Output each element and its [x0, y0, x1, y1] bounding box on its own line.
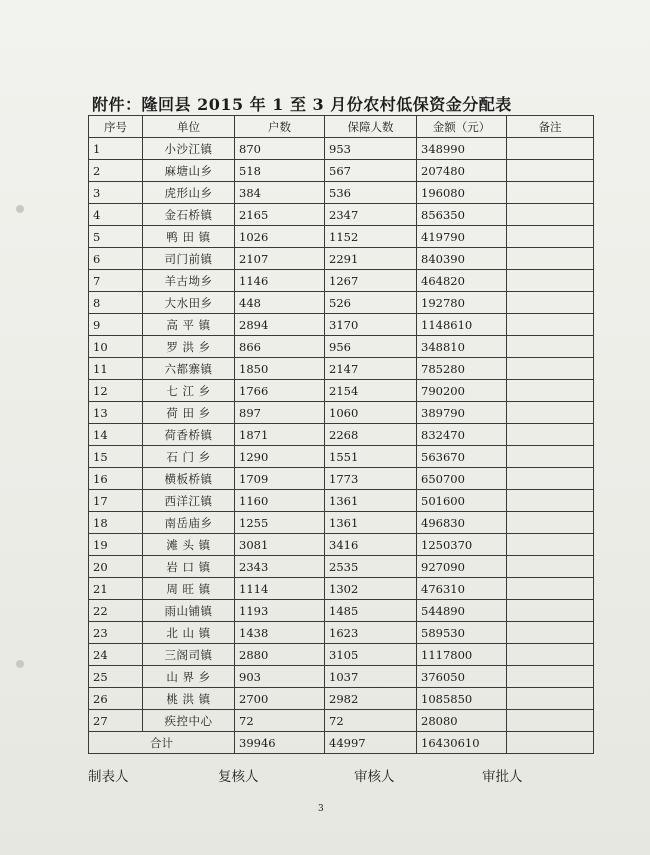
row-no: 26: [89, 688, 143, 710]
table-row: [89, 710, 594, 732]
row-households: 1026: [235, 226, 325, 248]
row-unit: 司门前镇: [143, 248, 235, 270]
row-remark: [507, 446, 594, 468]
row-no: 10: [89, 336, 143, 358]
table-body: [89, 138, 594, 732]
row-amount: 589530: [417, 622, 507, 644]
row-amount: 840390: [417, 248, 507, 270]
row-no: 25: [89, 666, 143, 688]
row-unit: 南岳庙乡: [143, 512, 235, 534]
row-remark: [507, 468, 594, 490]
row-amount: 196080: [417, 182, 507, 204]
row-unit: 桃 洪 镇: [143, 688, 235, 710]
row-amount: 856350: [417, 204, 507, 226]
row-no: 22: [89, 600, 143, 622]
row-amount: 192780: [417, 292, 507, 314]
row-amount: 464820: [417, 270, 507, 292]
row-unit: 小沙江镇: [143, 138, 235, 160]
row-no: 15: [89, 446, 143, 468]
allocation-table: [88, 115, 594, 754]
row-households: 518: [235, 160, 325, 182]
signature-approver: 审批人: [482, 769, 523, 785]
row-households: 1766: [235, 380, 325, 402]
table-row: [89, 248, 594, 270]
row-no: 1: [89, 138, 143, 160]
row-households: 870: [235, 138, 325, 160]
row-persons: 956: [325, 336, 417, 358]
header-amount: 金额（元）: [417, 116, 507, 138]
row-remark: [507, 358, 594, 380]
page-number: 3: [318, 804, 324, 814]
row-households: 1438: [235, 622, 325, 644]
row-persons: 2347: [325, 204, 417, 226]
row-households: 384: [235, 182, 325, 204]
row-no: 24: [89, 644, 143, 666]
row-remark: [507, 556, 594, 578]
table-row: [89, 600, 594, 622]
table-row: [89, 160, 594, 182]
row-persons: 3416: [325, 534, 417, 556]
row-persons: 2154: [325, 380, 417, 402]
row-households: 1290: [235, 446, 325, 468]
row-no: 5: [89, 226, 143, 248]
row-households: 448: [235, 292, 325, 314]
row-persons: 1060: [325, 402, 417, 424]
row-persons: 1485: [325, 600, 417, 622]
table-row: [89, 358, 594, 380]
row-no: 3: [89, 182, 143, 204]
row-remark: [507, 226, 594, 248]
row-households: 1255: [235, 512, 325, 534]
table-row: [89, 226, 594, 248]
table-row: [89, 402, 594, 424]
row-remark: [507, 248, 594, 270]
row-no: 14: [89, 424, 143, 446]
header-persons: 保障人数: [325, 116, 417, 138]
row-persons: 2535: [325, 556, 417, 578]
row-persons: 72: [325, 710, 417, 732]
row-remark: [507, 402, 594, 424]
row-amount: 1250370: [417, 534, 507, 556]
binder-hole-mark: [16, 660, 24, 668]
table-row: [89, 622, 594, 644]
row-unit: 荷香桥镇: [143, 424, 235, 446]
row-unit: 荷 田 乡: [143, 402, 235, 424]
row-amount: 389790: [417, 402, 507, 424]
row-no: 7: [89, 270, 143, 292]
row-unit: 横板桥镇: [143, 468, 235, 490]
table-row: [89, 534, 594, 556]
row-persons: 1267: [325, 270, 417, 292]
table-row: [89, 446, 594, 468]
row-households: 1871: [235, 424, 325, 446]
row-households: 897: [235, 402, 325, 424]
row-persons: 1773: [325, 468, 417, 490]
row-amount: 1117800: [417, 644, 507, 666]
row-unit: 西洋江镇: [143, 490, 235, 512]
table-row: [89, 688, 594, 710]
table-row: [89, 204, 594, 226]
signature-reviewer: 复核人: [218, 769, 259, 785]
row-remark: [507, 160, 594, 182]
row-unit: 罗 洪 乡: [143, 336, 235, 358]
row-unit: 大水田乡: [143, 292, 235, 314]
row-persons: 2147: [325, 358, 417, 380]
row-no: 21: [89, 578, 143, 600]
row-amount: 1085850: [417, 688, 507, 710]
row-remark: [507, 644, 594, 666]
table-row: [89, 578, 594, 600]
row-persons: 536: [325, 182, 417, 204]
row-persons: 1551: [325, 446, 417, 468]
row-amount: 563670: [417, 446, 507, 468]
row-no: 18: [89, 512, 143, 534]
row-remark: [507, 292, 594, 314]
row-persons: 1037: [325, 666, 417, 688]
header-unit: 单位: [143, 116, 235, 138]
row-amount: 544890: [417, 600, 507, 622]
row-no: 16: [89, 468, 143, 490]
row-amount: 496830: [417, 512, 507, 534]
row-unit: 鸭 田 镇: [143, 226, 235, 248]
row-households: 2894: [235, 314, 325, 336]
row-remark: [507, 578, 594, 600]
row-unit: 麻塘山乡: [143, 160, 235, 182]
row-no: 12: [89, 380, 143, 402]
row-amount: 348990: [417, 138, 507, 160]
row-no: 13: [89, 402, 143, 424]
row-no: 20: [89, 556, 143, 578]
row-unit: 石 门 乡: [143, 446, 235, 468]
row-amount: 207480: [417, 160, 507, 182]
row-unit: 虎形山乡: [143, 182, 235, 204]
row-remark: [507, 688, 594, 710]
row-amount: 376050: [417, 666, 507, 688]
row-amount: 476310: [417, 578, 507, 600]
row-remark: [507, 490, 594, 512]
row-households: 72: [235, 710, 325, 732]
table-row: [89, 270, 594, 292]
row-no: 19: [89, 534, 143, 556]
row-no: 27: [89, 710, 143, 732]
row-persons: 526: [325, 292, 417, 314]
row-households: 2107: [235, 248, 325, 270]
row-amount: 832470: [417, 424, 507, 446]
row-remark: [507, 336, 594, 358]
row-remark: [507, 138, 594, 160]
header-households: 户数: [235, 116, 325, 138]
table-row: [89, 336, 594, 358]
table-row: [89, 556, 594, 578]
total-households: 39946: [235, 732, 325, 754]
row-remark: [507, 314, 594, 336]
row-amount: 927090: [417, 556, 507, 578]
row-unit: 三阁司镇: [143, 644, 235, 666]
table-row: [89, 182, 594, 204]
row-persons: 1361: [325, 512, 417, 534]
total-remark: [507, 732, 594, 754]
row-no: 6: [89, 248, 143, 270]
row-persons: 1152: [325, 226, 417, 248]
row-households: 1146: [235, 270, 325, 292]
row-remark: [507, 622, 594, 644]
row-amount: 1148610: [417, 314, 507, 336]
total-row: [89, 732, 594, 754]
row-no: 23: [89, 622, 143, 644]
row-persons: 1361: [325, 490, 417, 512]
row-amount: 348810: [417, 336, 507, 358]
row-remark: [507, 182, 594, 204]
table-row: [89, 138, 594, 160]
total-amount: 16430610: [417, 732, 507, 754]
row-unit: 羊古坳乡: [143, 270, 235, 292]
row-persons: 1302: [325, 578, 417, 600]
row-persons: 2268: [325, 424, 417, 446]
row-unit: 金石桥镇: [143, 204, 235, 226]
document-title: 附件：隆回县 2015 年 1 至 3 月份农村低保资金分配表: [92, 95, 512, 114]
row-amount: 28080: [417, 710, 507, 732]
table-row: [89, 468, 594, 490]
row-no: 11: [89, 358, 143, 380]
row-remark: [507, 666, 594, 688]
table-row: [89, 314, 594, 336]
row-households: 3081: [235, 534, 325, 556]
row-amount: 419790: [417, 226, 507, 248]
row-persons: 3105: [325, 644, 417, 666]
table-row: [89, 490, 594, 512]
row-unit: 疾控中心: [143, 710, 235, 732]
row-no: 4: [89, 204, 143, 226]
row-no: 8: [89, 292, 143, 314]
signature-preparer: 制表人: [88, 769, 129, 785]
row-households: 1193: [235, 600, 325, 622]
table-row: [89, 666, 594, 688]
table-row: [89, 292, 594, 314]
row-no: 2: [89, 160, 143, 182]
row-households: 903: [235, 666, 325, 688]
total-label: 合计: [89, 732, 235, 754]
row-unit: 滩 头 镇: [143, 534, 235, 556]
row-unit: 雨山铺镇: [143, 600, 235, 622]
row-amount: 785280: [417, 358, 507, 380]
row-no: 17: [89, 490, 143, 512]
row-remark: [507, 424, 594, 446]
row-households: 2343: [235, 556, 325, 578]
row-households: 1160: [235, 490, 325, 512]
row-unit: 七 江 乡: [143, 380, 235, 402]
row-households: 2165: [235, 204, 325, 226]
row-unit: 六都寨镇: [143, 358, 235, 380]
row-remark: [507, 534, 594, 556]
row-remark: [507, 710, 594, 732]
row-amount: 501600: [417, 490, 507, 512]
row-unit: 山 界 乡: [143, 666, 235, 688]
row-persons: 953: [325, 138, 417, 160]
row-remark: [507, 204, 594, 226]
table-row: [89, 380, 594, 402]
row-unit: 北 山 镇: [143, 622, 235, 644]
row-remark: [507, 512, 594, 534]
row-unit: 岩 口 镇: [143, 556, 235, 578]
row-unit: 高 平 镇: [143, 314, 235, 336]
row-households: 2880: [235, 644, 325, 666]
row-households: 1850: [235, 358, 325, 380]
row-persons: 2982: [325, 688, 417, 710]
table-row: [89, 644, 594, 666]
row-households: 1114: [235, 578, 325, 600]
row-persons: 1623: [325, 622, 417, 644]
header-no: 序号: [89, 116, 143, 138]
row-persons: 567: [325, 160, 417, 182]
row-households: 866: [235, 336, 325, 358]
row-households: 2700: [235, 688, 325, 710]
row-unit: 周 旺 镇: [143, 578, 235, 600]
binder-hole-mark: [16, 205, 24, 213]
signature-auditor: 审核人: [354, 769, 395, 785]
row-persons: 2291: [325, 248, 417, 270]
table-header-row: [89, 116, 594, 138]
row-remark: [507, 600, 594, 622]
row-no: 9: [89, 314, 143, 336]
total-persons: 44997: [325, 732, 417, 754]
header-remark: 备注: [507, 116, 594, 138]
row-remark: [507, 380, 594, 402]
row-persons: 3170: [325, 314, 417, 336]
row-remark: [507, 270, 594, 292]
row-amount: 790200: [417, 380, 507, 402]
table-row: [89, 512, 594, 534]
row-amount: 650700: [417, 468, 507, 490]
row-households: 1709: [235, 468, 325, 490]
table-row: [89, 424, 594, 446]
